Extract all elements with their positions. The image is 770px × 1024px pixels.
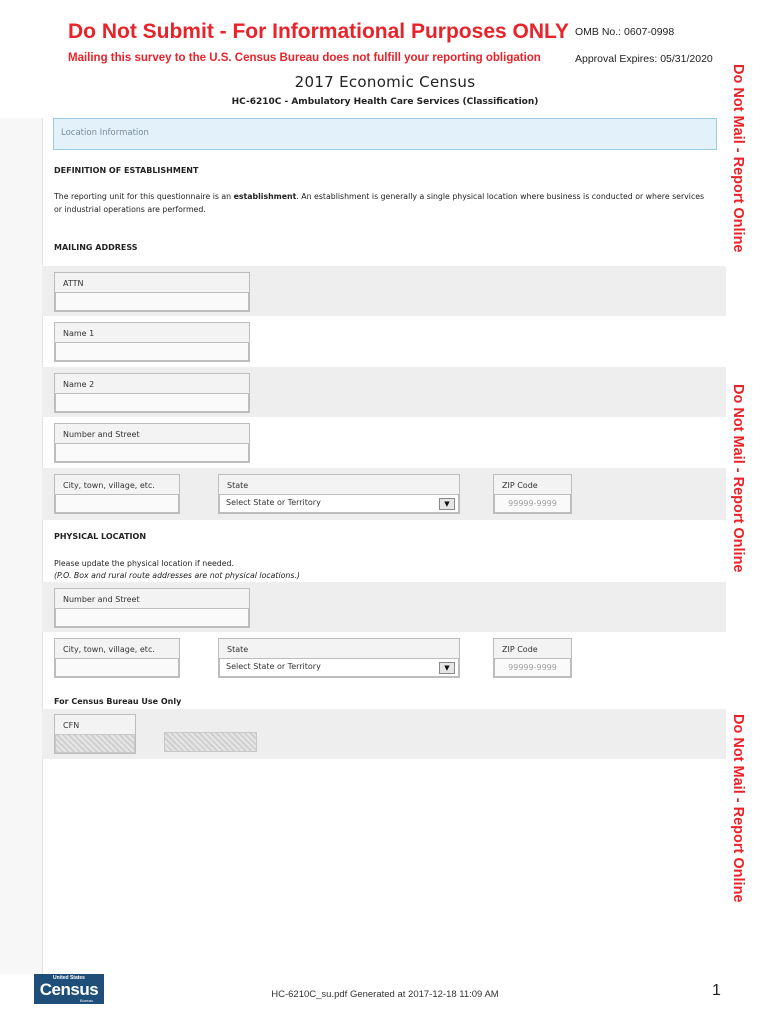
mailing-city-input[interactable] bbox=[55, 494, 179, 513]
mailing-zip-label: ZIP Code bbox=[502, 481, 538, 490]
mailing-state-select[interactable] bbox=[219, 494, 459, 513]
name1-label: Name 1 bbox=[63, 329, 95, 338]
cfn-field bbox=[54, 714, 136, 754]
mailing-address-heading: MAILING ADDRESS bbox=[54, 243, 138, 252]
mailing-street-input[interactable] bbox=[55, 443, 249, 462]
do-not-submit-title: Do Not Submit - For Informational Purposes ONLY bbox=[68, 20, 569, 43]
physical-city-label: City, town, village, etc. bbox=[63, 645, 155, 654]
physical-street-label: Number and Street bbox=[63, 595, 140, 604]
chevron-down-icon[interactable]: ▼ bbox=[439, 498, 455, 510]
mailing-street-field bbox=[54, 423, 250, 463]
census-use-heading: For Census Bureau Use Only bbox=[54, 697, 182, 706]
attn-label: ATTN bbox=[63, 279, 84, 288]
logo-top-text: United States bbox=[53, 975, 85, 981]
census-use-band bbox=[42, 709, 726, 759]
establishment-definition bbox=[54, 190, 724, 216]
location-information-bar bbox=[53, 118, 717, 150]
physical-state-field bbox=[218, 638, 460, 678]
chevron-down-icon[interactable]: ▼ bbox=[439, 662, 455, 674]
physical-street-input[interactable] bbox=[55, 608, 249, 627]
establishment-text-post: . An establishment is generally a single physical location where business is conducted or where services bbox=[296, 192, 705, 201]
physical-zip-label: ZIP Code bbox=[502, 645, 538, 654]
form-title: 2017 Economic Census bbox=[294, 73, 476, 91]
cfn-input-disabled bbox=[55, 734, 135, 753]
establishment-text-pre: The reporting unit for this questionnaire is an bbox=[54, 192, 234, 201]
physical-state-select-value: Select State or Territory bbox=[226, 662, 321, 671]
mailing-city-label: City, town, village, etc. bbox=[63, 481, 155, 490]
physical-state-select[interactable] bbox=[219, 658, 459, 677]
cfn-secondary-input-disabled bbox=[164, 732, 257, 752]
physical-zip-field bbox=[493, 638, 572, 678]
establishment-term: establishment bbox=[233, 192, 297, 201]
logo-main-text: Census bbox=[39, 980, 99, 999]
omb-number: OMB No.: 0607-0998 bbox=[575, 26, 675, 38]
mailing-city-field bbox=[54, 474, 180, 514]
physical-location-note-italic: (P.O. Box and rural route addresses are not physical locations.) bbox=[54, 571, 300, 580]
mailing-state-select-value: Select State or Territory bbox=[226, 498, 321, 507]
page-left-edge bbox=[0, 118, 43, 974]
physical-state-label: State bbox=[227, 645, 249, 654]
form-subtitle: HC-6210C - Ambulatory Health Care Services (Classification) bbox=[231, 97, 539, 107]
generated-footer: HC-6210C_su.pdf Generated at 2017-12-18 11:09 AM bbox=[271, 989, 499, 1000]
side-mark-top: Do Not Mail - Report Online bbox=[730, 64, 746, 253]
mailing-zip-input[interactable]: 99999-9999 bbox=[494, 494, 571, 513]
name2-label: Name 2 bbox=[63, 380, 95, 389]
mailing-state-field bbox=[218, 474, 460, 514]
side-mark-middle: Do Not Mail - Report Online bbox=[730, 384, 746, 573]
establishment-heading: DEFINITION OF ESTABLISHMENT bbox=[54, 166, 199, 175]
cfn-label: CFN bbox=[63, 721, 80, 730]
mailing-street-label: Number and Street bbox=[63, 430, 140, 439]
approval-expiration: Approval Expires: 05/31/2020 bbox=[575, 53, 713, 65]
location-information-label: Location Information bbox=[61, 128, 149, 138]
physical-street-field bbox=[54, 588, 250, 628]
mailing-state-label: State bbox=[227, 481, 249, 490]
name2-input[interactable] bbox=[55, 393, 249, 412]
name1-input[interactable] bbox=[55, 342, 249, 361]
reporting-obligation-notice: Mailing this survey to the U.S. Census Bureau does not fulfill your reporting obligation bbox=[68, 52, 541, 64]
name1-field bbox=[54, 322, 250, 362]
name2-field bbox=[54, 373, 250, 413]
physical-city-field bbox=[54, 638, 180, 678]
mailing-zip-field bbox=[493, 474, 572, 514]
attn-field bbox=[54, 272, 250, 312]
establishment-text-line2: or industrial operations are performed. bbox=[54, 205, 206, 214]
physical-city-input[interactable] bbox=[55, 658, 179, 677]
logo-bottom-text: Bureau bbox=[80, 998, 93, 1003]
physical-zip-input[interactable]: 99999-9999 bbox=[494, 658, 571, 677]
page-number: 1 bbox=[712, 982, 721, 999]
physical-location-heading: PHYSICAL LOCATION bbox=[54, 532, 147, 541]
physical-location-note: Please update the physical location if needed. bbox=[54, 559, 234, 568]
attn-input[interactable] bbox=[55, 292, 249, 311]
side-mark-bottom: Do Not Mail - Report Online bbox=[730, 714, 746, 903]
